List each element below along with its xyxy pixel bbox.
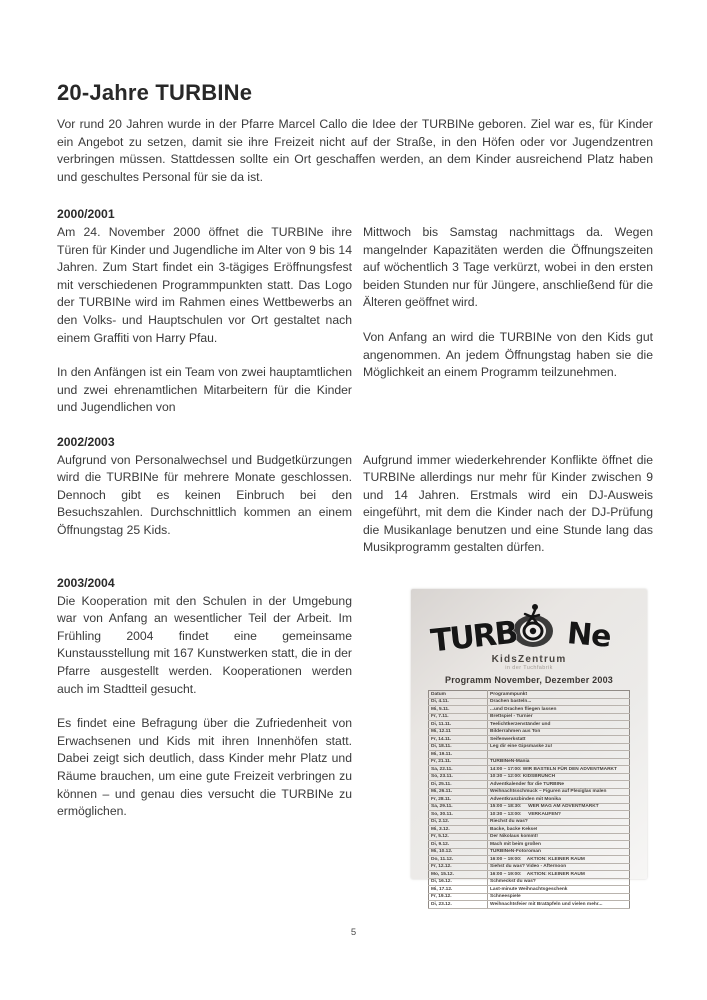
table-cell-date: Fr, 14.11.	[429, 736, 488, 744]
table-row	[429, 796, 630, 804]
page-content	[57, 80, 653, 907]
table-cell-program: 10:30 – 12:00: KIDSBRUNCH	[488, 773, 630, 781]
table-cell-program: Bilderrahmen aus Ton	[488, 728, 630, 736]
table-cell-date: Fr, 7.11.	[429, 713, 488, 721]
section-2000-2001	[57, 206, 653, 417]
table-row	[429, 698, 630, 706]
body-paragraph: In den Anfängen ist ein Team von zwei hauptamtlichen und zwei ehrenamtlichen Mitarbeitern für die Kinder und Jugendlichen von	[57, 365, 352, 415]
table-cell-program: 14:00 – 17:00: WIR BASTELN FÜR DEN ADVENTMARKT	[488, 766, 630, 774]
flyer-org-subtitle: in der Tuchfabrik	[505, 665, 553, 672]
table-cell-date: Di, 11.11.	[429, 721, 488, 729]
table-cell-date: Mi, 19.11.	[429, 751, 488, 759]
table-cell-date: Di, 4.11.	[429, 698, 488, 706]
table-cell-date: Sa, 29.11.	[429, 803, 488, 811]
table-row	[429, 811, 630, 819]
table-cell-program: Drachen basteln...	[488, 698, 630, 706]
body-paragraph: Es findet eine Befragung über die Zufriedenheit von Erwachsenen und Kids mit ihren Innenhöfen statt. Dabei zeigt sich deutlich, dass Kinder mehr Platz und Räume brauchen, um eine gute Freizeit verbringen zu können – und genau dies versucht die TURBINe zu ermöglichen.	[57, 716, 352, 819]
section-2002-2003-right-column	[363, 434, 653, 557]
table-cell-program: Adventkalender für die TURBINe	[488, 781, 630, 789]
table-cell-program: Adventkranzbinden mit Monika	[488, 796, 630, 804]
table-row	[429, 901, 630, 909]
table-row	[429, 878, 630, 886]
table-cell-date: Sa, 22.11.	[429, 766, 488, 774]
table-cell-date: Di, 23.12.	[429, 901, 488, 909]
page-title: 20-Jahre TURBINe	[57, 80, 253, 105]
table-row	[429, 751, 630, 759]
table-row	[429, 803, 630, 811]
table-cell-program: Brettspiel - Turnier	[488, 713, 630, 721]
table-cell-program: Teelichtkerzenständer und	[488, 721, 630, 729]
table-row	[429, 713, 630, 721]
table-cell-program	[488, 751, 630, 759]
table-cell-date: Mo, 15.12.	[429, 871, 488, 879]
section-2000-2001-right-column	[363, 206, 653, 417]
body-paragraph: Am 24. November 2000 öffnet die TURBINe ihre Türen für Kinder und Jugendliche im Alter von 9 bis 14 Jahren. Zum Start findet ein 3-tägiges Eröffnungsfest mit verschiedenen Programmpunkten statt. Das Logo der TURBINe wird im Rahmen eines Wettbewerbs an den Volks- und Hauptschulen vor Ort gestaltet nach einem Graffiti von Harry Pfau.	[57, 224, 352, 345]
table-cell-program: Backe, backe Kekse!	[488, 826, 630, 834]
table-cell-program: Weihnachtsfeier mit Bratäpfeln und vielen mehr...	[488, 901, 630, 909]
section-heading: 2002/2003	[57, 434, 115, 449]
table-cell-program: 15:00 – 18:30: WER MAG AM ADVENTMARKT	[488, 803, 630, 811]
table-row	[429, 886, 630, 894]
table-cell-program: Der Nikolaus kommt!	[488, 833, 630, 841]
svg-text:TURB: TURB	[428, 614, 519, 660]
page-number: 5	[350, 927, 357, 938]
table-row	[429, 848, 630, 856]
flyer-org-name: KidsZentrum	[491, 654, 567, 666]
table-cell-date: Di, 2.12.	[429, 818, 488, 826]
table-cell-date: Fr, 5.12.	[429, 833, 488, 841]
table-cell-date: So, 30.11.	[429, 811, 488, 819]
table-cell-date: Mi, 10.12.	[429, 848, 488, 856]
column-header-datum: Datum	[429, 691, 488, 699]
table-cell-date: Fr, 19.12.	[429, 893, 488, 901]
table-row	[429, 893, 630, 901]
table-cell-date: Mi, 5.11.	[429, 706, 488, 714]
table-row	[429, 773, 630, 781]
table-header-row	[429, 691, 630, 699]
svg-text:Ne: Ne	[565, 616, 613, 655]
table-cell-program: TURBINeN-Mania	[488, 758, 630, 766]
table-row	[429, 841, 630, 849]
table-cell-date: Fr, 21.11.	[429, 758, 488, 766]
table-cell-date: So, 23.11.	[429, 773, 488, 781]
table-cell-program: 10:30 – 13:00: VERKAUFEN?	[488, 811, 630, 819]
table-cell-program: Schneespiele	[488, 893, 630, 901]
table-row	[429, 728, 630, 736]
section-2003-2004-right-column	[363, 575, 653, 907]
table-row	[429, 826, 630, 834]
table-cell-program: Siehst du was? Video - Afternoon	[488, 863, 630, 871]
body-paragraph: Die Kooperation mit den Schulen in der Umgebung war von Anfang an wesentlicher Teil der Arbeit. Im Frühling 2004 findet eine gemeinsame Kunstausstellung mit 167 Kunstwerken statt, die in der Pfarre ausgestellt werden. Kooperationen werden auch im Stadtteil gesucht.	[57, 593, 352, 696]
table-row	[429, 833, 630, 841]
table-cell-program: Seifenwerkstatt	[488, 736, 630, 744]
table-row	[429, 871, 630, 879]
flyer-program-title: Programm November, Dezember 2003	[445, 675, 613, 686]
table-row	[429, 766, 630, 774]
table-cell-date: Fr, 12.12.	[429, 863, 488, 871]
table-row	[429, 856, 630, 864]
flyer-program-table	[428, 690, 630, 909]
table-cell-program: 16:00 – 19:00: AKTION: KLEINER RAUM	[488, 871, 630, 879]
table-cell-date: Di, 18.11.	[429, 743, 488, 751]
table-cell-program: Schmeckst du was?	[488, 878, 630, 886]
table-cell-program: TURBINeN-Fotoroman	[488, 848, 630, 856]
section-2003-2004	[57, 575, 653, 907]
table-row	[429, 818, 630, 826]
table-cell-program: Riechst du was?	[488, 818, 630, 826]
table-cell-program: Last-minute Weihnachtsgeschenk	[488, 886, 630, 894]
body-paragraph: Aufgrund immer wiederkehrender Konflikte öffnet die TURBINe allerdings nur mehr für Kinder zwischen 9 und 14 Jahren. Erstmals wird ein DJ-Ausweis eingeführt, mit dem die Kinder nach der DJ-Prüfung die Musikanlage benutzen und eine Stunde lang das Musikprogramm gestalten dürfen.	[363, 452, 653, 555]
section-heading: 2003/2004	[57, 576, 115, 591]
column-header-programmpunkt: Programmpunkt	[488, 691, 630, 699]
table-row	[429, 743, 630, 751]
body-paragraph: Mittwoch bis Samstag nachmittags da. Wegen mangelnder Kapazitäten werden die Öffnungszeiten auf wöchentlich 3 Tage verkürzt, wobei in den ersten beiden Stunden nur für Jüngere, anschließend für die Älteren geöffnet wird.	[363, 224, 653, 310]
table-cell-date: Mi, 12.11	[429, 728, 488, 736]
table-cell-date: Mi, 17.12.	[429, 886, 488, 894]
section-2000-2001-left-column	[57, 206, 352, 417]
table-row	[429, 721, 630, 729]
section-2003-2004-left-column	[57, 575, 352, 879]
intro-paragraph: Vor rund 20 Jahren wurde in der Pfarre Marcel Callo die Idee der TURBINe geboren. Ziel war es, für Kinder ein Angebot zu setzen, damit sie ihre Freizeit nicht auf der Straße, in den Höfen oder vor Jugendzentren verbringen müssen. Stattdessen sollte ein Ort geschaffen werden, an dem Kinder ausreichend Platz haben und geschultes Personal für sie da ist.	[57, 117, 653, 184]
table-cell-date: Di, 25.11.	[429, 781, 488, 789]
table-row	[429, 788, 630, 796]
table-row	[429, 706, 630, 714]
table-cell-date: Fr, 28.11.	[429, 796, 488, 804]
table-row	[429, 736, 630, 744]
section-2002-2003	[57, 434, 653, 557]
table-cell-program: 16:00 – 19:00: AKTION: KLEINER RAUM	[488, 856, 630, 864]
table-cell-date: Mi, 3.12.	[429, 826, 488, 834]
table-row	[429, 758, 630, 766]
body-paragraph: Von Anfang an wird die TURBINe von den Kids gut angenommen. An jedem Öffnungstag haben sie die Möglichkeit an einem Programm teilzunehmen.	[363, 329, 653, 380]
section-2002-2003-left-column	[57, 434, 352, 557]
table-cell-program: Leg dir eine Gipsmaske zu!	[488, 743, 630, 751]
flyer-photo	[411, 589, 647, 907]
table-cell-date: Mi, 26.11.	[429, 788, 488, 796]
table-row	[429, 781, 630, 789]
table-cell-date: Do, 11.12.	[429, 856, 488, 864]
body-paragraph: Aufgrund von Personalwechsel und Budgetkürzungen wird die TURBINe für mehrere Monate geschlossen. Dennoch gibt es keinen Einbruch bei den Besuchszahlen. Durchschnittlich kommen an einem Öffnungstag 25 Kids.	[57, 452, 352, 537]
table-cell-program: Mach mit beim großen	[488, 841, 630, 849]
turbine-graffiti-logo-icon	[429, 601, 629, 659]
table-cell-program: Weihnachtsschmuck – Figuren auf Plexiglas malen	[488, 788, 630, 796]
table-cell-program: ...und Drachen fliegen lassen	[488, 706, 630, 714]
section-heading: 2000/2001	[57, 207, 115, 222]
table-row	[429, 863, 630, 871]
table-cell-date: Di, 9.12.	[429, 841, 488, 849]
table-cell-date: Di, 16.12.	[429, 878, 488, 886]
